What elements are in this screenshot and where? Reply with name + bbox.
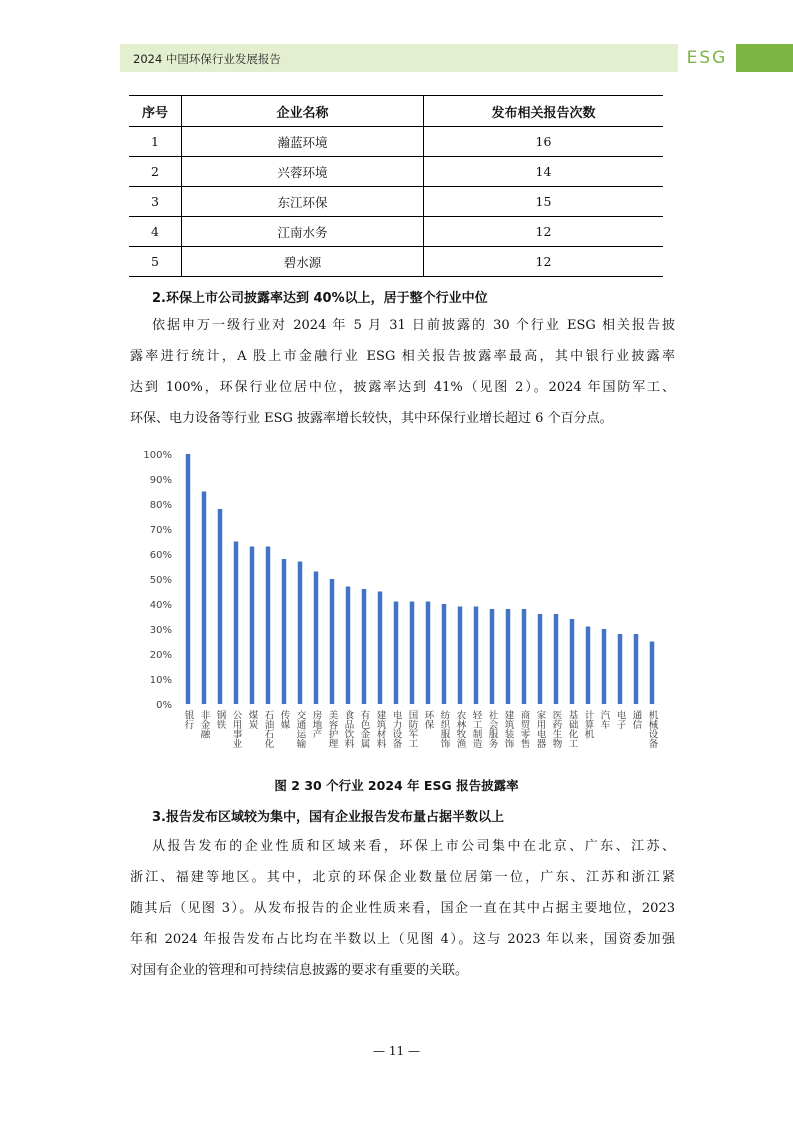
paragraph-line: 从报告发布的企业性质和区域来看，环保上市公司集中在北京、广东、江苏、: [152, 839, 675, 854]
bar: [442, 604, 447, 704]
x-tick-label: 医药生物: [550, 710, 562, 748]
bar: [506, 609, 511, 704]
bar: [378, 592, 383, 705]
bar: [650, 642, 655, 705]
report-count-table: [129, 95, 663, 277]
cell-count: 16: [424, 127, 664, 157]
y-tick-label: 60%: [149, 550, 172, 561]
y-tick-label: 0%: [156, 700, 172, 711]
table-row: [129, 187, 663, 217]
x-tick-label: 农林牧渔: [454, 710, 466, 748]
x-tick-label: 社会服务: [486, 710, 498, 748]
section-3-heading: 3.报告发布区域较为集中，国有企业报告发布量占据半数以上: [152, 810, 504, 825]
x-tick-label: 国防军工: [406, 710, 418, 748]
figure-caption: 图 2 30 个行业 2024 年 ESG 报告披露率: [274, 778, 519, 793]
section-2-paragraph: [130, 310, 675, 434]
bar: [282, 559, 287, 704]
disclosure-rate-bar-chart: [130, 440, 670, 770]
x-tick-label: 轻工制造: [470, 710, 482, 748]
cell-company: 兴蓉环境: [182, 157, 424, 187]
cell-index: 1: [129, 127, 182, 157]
bar: [538, 614, 543, 704]
cell-index: 4: [129, 217, 182, 247]
report-title: 2024 中国环保行业发展报告: [133, 52, 281, 66]
bar: [474, 607, 479, 705]
paragraph-line: 露率进行统计，A 股上市金融行业 ESG 相关报告披露率最高，其中银行业披露率: [130, 349, 675, 364]
cell-company: 瀚蓝环境: [182, 127, 424, 157]
bar: [234, 542, 239, 705]
y-tick-label: 20%: [149, 650, 172, 661]
y-tick-label: 50%: [149, 575, 172, 586]
bar: [602, 629, 607, 704]
column-header-count: 发布相关报告次数: [424, 96, 664, 127]
bar: [554, 614, 559, 704]
cell-count: 12: [424, 247, 664, 277]
bar: [394, 602, 399, 705]
y-tick-label: 10%: [149, 675, 172, 686]
bar: [634, 634, 639, 704]
x-tick-label: 建筑材料: [374, 710, 386, 748]
x-tick-label: 美容护理: [326, 710, 338, 748]
paragraph-line: 年和 2024 年报告发布占比均在半数以上（见图 4）。这与 2023 年以来，国资委加强: [130, 932, 675, 947]
bar: [346, 587, 351, 705]
paragraph-line: 达到 100%，环保行业位居中位，披露率达到 41%（见图 2）。2024 年国防军工、: [130, 380, 675, 395]
header-accent-block: [736, 44, 793, 72]
bar: [458, 607, 463, 705]
x-tick-label: 电子: [614, 710, 626, 729]
column-header-index: 序号: [129, 96, 182, 127]
cell-count: 12: [424, 217, 664, 247]
table-row: [129, 127, 663, 157]
bar: [426, 602, 431, 705]
y-tick-label: 30%: [149, 625, 172, 636]
x-tick-label: 钢铁: [214, 710, 226, 729]
x-tick-label: 传媒: [278, 710, 290, 729]
bar: [586, 627, 591, 705]
x-tick-label: 纺织服饰: [438, 710, 450, 748]
bar: [618, 634, 623, 704]
bar: [218, 509, 223, 704]
x-tick-label: 计算机: [582, 710, 594, 739]
x-tick-label: 公用事业: [230, 710, 242, 748]
x-tick-label: 商贸零售: [518, 710, 530, 748]
x-tick-label: 交通运输: [294, 710, 306, 748]
x-tick-label: 房地产: [310, 710, 322, 739]
bar: [202, 492, 207, 705]
cell-index: 3: [129, 187, 182, 217]
cell-count: 15: [424, 187, 664, 217]
x-tick-label: 机械设备: [646, 710, 658, 748]
paragraph-line: 环保、电力设备等行业 ESG 披露率增长较快，其中环保行业增长超过 6 个百分点。: [130, 411, 613, 426]
table-row: [129, 157, 663, 187]
x-tick-label: 建筑装饰: [502, 710, 514, 748]
x-tick-label: 家用电器: [534, 710, 546, 748]
bar: [298, 562, 303, 705]
x-tick-label: 银行: [182, 710, 194, 729]
bar: [522, 609, 527, 704]
bar: [314, 572, 319, 705]
bar: [250, 547, 255, 705]
x-tick-label: 环保: [422, 710, 434, 729]
cell-company: 东江环保: [182, 187, 424, 217]
x-tick-label: 石油石化: [262, 710, 274, 748]
y-tick-label: 70%: [149, 525, 172, 536]
y-tick-label: 80%: [149, 500, 172, 511]
bar: [490, 609, 495, 704]
x-tick-label: 通信: [630, 710, 642, 729]
table-header-row: [129, 96, 663, 127]
cell-index: 2: [129, 157, 182, 187]
cell-index: 5: [129, 247, 182, 277]
column-header-company: 企业名称: [182, 96, 424, 127]
bar: [186, 454, 191, 704]
section-2-heading: 2.环保上市公司披露率达到 40%以上，居于整个行业中位: [152, 291, 488, 306]
x-tick-label: 煤炭: [246, 710, 258, 729]
y-tick-label: 90%: [149, 475, 172, 486]
cell-company: 碧水源: [182, 247, 424, 277]
x-tick-label: 非金融: [198, 710, 210, 739]
bar: [362, 589, 367, 704]
x-tick-label: 食品饮料: [342, 710, 354, 748]
cell-company: 江南水务: [182, 217, 424, 247]
paragraph-line: 浙江、福建等地区。其中，北京的环保企业数量位居第一位，广东、江苏和浙江紧: [130, 870, 675, 885]
bar: [330, 579, 335, 704]
table-row: [129, 217, 663, 247]
y-tick-label: 100%: [143, 450, 172, 461]
bar: [410, 602, 415, 705]
bar: [570, 619, 575, 704]
y-tick-label: 40%: [149, 600, 172, 611]
paragraph-line: 对国有企业的管理和可持续信息披露的要求有重要的关联。: [130, 963, 469, 978]
cell-count: 14: [424, 157, 664, 187]
x-tick-label: 汽车: [598, 710, 610, 729]
bar: [266, 547, 271, 705]
paragraph-line: 随其后（见图 3）。从发布报告的企业性质来看，国企一直在其中占据主要地位，2023: [130, 901, 675, 916]
section-3-paragraph: [130, 831, 675, 986]
x-tick-label: 电力设备: [390, 710, 402, 748]
x-tick-label: 基础化工: [566, 710, 578, 748]
esg-badge: ESG: [678, 44, 736, 72]
paragraph-line: 依据申万一级行业对 2024 年 5 月 31 日前披露的 30 个行业 ESG 相关报告披: [152, 318, 675, 333]
x-tick-label: 有色金属: [358, 710, 370, 748]
table-row: [129, 247, 663, 277]
page-number: — 11 —: [373, 1044, 420, 1058]
